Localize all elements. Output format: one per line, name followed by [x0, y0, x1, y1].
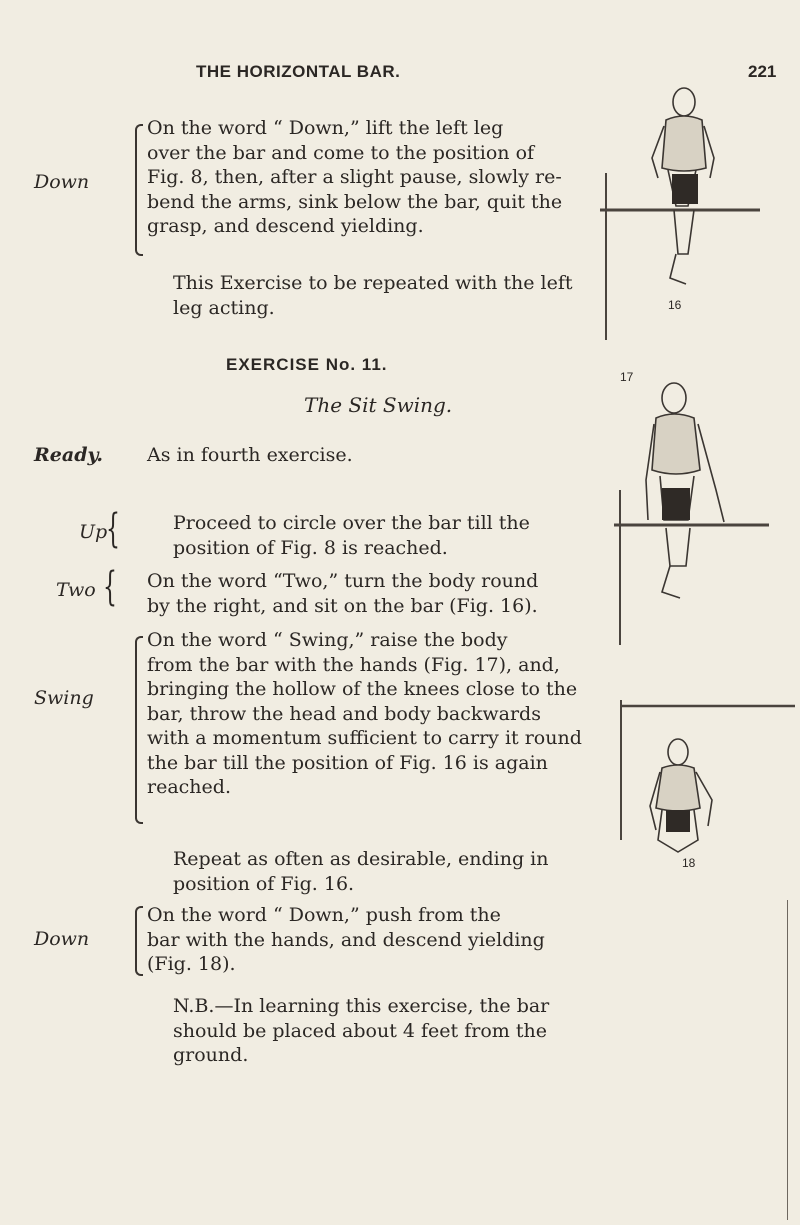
up-paragraph: [173, 511, 530, 560]
down-paragraph-1: [147, 116, 562, 239]
text-line: position of Fig. 8 is reached.: [173, 536, 448, 559]
text-line: with a momentum sufficient to carry it round: [147, 727, 582, 749]
figure-descending-icon: [620, 680, 795, 870]
text-line: leg acting.: [173, 296, 275, 319]
figure-17: [604, 370, 774, 650]
text-line: over the bar and come to the position of: [147, 141, 535, 164]
up-brace: {: [106, 506, 120, 552]
figure-18: [620, 680, 795, 870]
down-brace-1: [135, 124, 143, 256]
swing-paragraph: [147, 628, 582, 800]
text-line: N.B.—In learning this exercise, the bar: [173, 995, 550, 1017]
swing-label: Swing: [34, 687, 94, 709]
two-brace: {: [103, 564, 117, 610]
figure-16-label: 16: [668, 298, 682, 312]
exercise-subtitle: The Sit Swing.: [304, 393, 453, 417]
down-label-1: Down: [34, 171, 90, 193]
ready-label: Ready.: [34, 444, 103, 466]
two-label: Two: [56, 579, 96, 601]
figure-17-label: 17: [620, 370, 634, 384]
figure-18-label: 18: [682, 856, 696, 870]
text-line: On the word “ Swing,” raise the body: [147, 629, 508, 651]
text-line: by the right, and sit on the bar (Fig. 16).: [147, 594, 538, 617]
up-label: Up: [79, 521, 108, 543]
text-line: On the word “Two,” turn the body round: [147, 570, 539, 592]
text-line: As in fourth exercise.: [147, 444, 353, 466]
text-line: position of Fig. 16.: [173, 872, 355, 895]
text-line: bar with the hands, and descend yielding: [147, 928, 545, 951]
text-line: reached.: [147, 776, 231, 798]
text-line: (Fig. 18).: [147, 953, 236, 975]
exercise-heading: EXERCISE No. 11.: [226, 355, 388, 374]
text-line: Fig. 8, then, after a slight pause, slowly re-: [147, 166, 562, 188]
text-line: bringing the hollow of the knees close to the: [147, 678, 578, 700]
text-line: On the word “ Down,” lift the left leg: [147, 117, 504, 139]
text-line: ground.: [173, 1044, 249, 1066]
down-brace-2: [135, 906, 143, 976]
text-line: On the word “ Down,” push from the: [147, 904, 501, 926]
text-line: bar, throw the head and body backwards: [147, 702, 541, 725]
figure-16: [596, 78, 766, 348]
down-label-2: Down: [34, 928, 90, 950]
text-line: grasp, and descend yielding.: [147, 215, 424, 237]
repeat-note: [173, 271, 573, 320]
down-paragraph-2: [147, 903, 545, 977]
ready-text: [147, 443, 353, 468]
page-edge-line: [787, 900, 788, 1220]
text-line: bend the arms, sink below the bar, quit the: [147, 190, 563, 213]
two-paragraph: [147, 569, 538, 618]
running-head: THE HORIZONTAL BAR.: [196, 62, 401, 81]
repeat-paragraph: [173, 847, 549, 896]
figure-raised-on-bar-icon: [604, 370, 774, 650]
text-line: from the bar with the hands (Fig. 17), and,: [147, 653, 560, 676]
text-line: This Exercise to be repeated with the left: [173, 272, 573, 294]
page-number: 221: [748, 62, 777, 81]
nb-paragraph: [173, 994, 549, 1068]
text-line: should be placed about 4 feet from the: [173, 1019, 547, 1042]
swing-brace: [135, 636, 143, 824]
text-line: Proceed to circle over the bar till the: [173, 512, 530, 534]
text-line: the bar till the position of Fig. 16 is again: [147, 751, 548, 774]
text-line: Repeat as often as desirable, ending in: [173, 848, 549, 870]
